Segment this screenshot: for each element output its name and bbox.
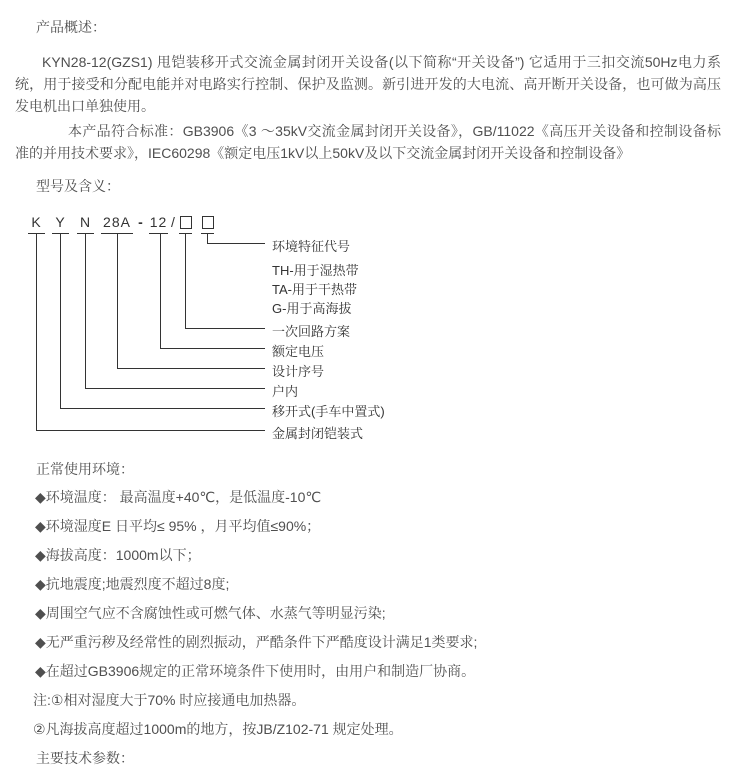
connector-line-y bbox=[60, 233, 61, 408]
model-segment-28a: 28A bbox=[101, 214, 133, 234]
env-note-2: ②凡海拔高度超过1000m的地方，按JB/Z102-71 规定处理。 bbox=[33, 721, 403, 737]
overview-heading: 产品概述： bbox=[36, 19, 106, 35]
connector-hline-indoor bbox=[85, 388, 265, 389]
model-placeholder-box-1 bbox=[179, 214, 192, 234]
env-item-seismic: ◆抗地震度;地震烈度不超过8度; bbox=[35, 576, 230, 592]
diagram-label-g: G-用于高海拔 bbox=[272, 301, 352, 316]
model-segment-dash: - bbox=[138, 214, 144, 230]
env-item-altitude: ◆海拔高度：1000m以下； bbox=[35, 547, 201, 563]
model-segment-y: Y bbox=[52, 214, 69, 234]
env-note-1: 注:①相对湿度大于70% 时应接通电加热器。 bbox=[33, 692, 306, 708]
connector-line-box2 bbox=[207, 233, 208, 243]
standards-paragraph: 本产品符合标准：GB3906《3 ～35kV交流金属封闭开关设备》，GB/11022《高压开关设备和控制设备标准的并用技术要求》，IEC60298《额定电压1kV以上50kV及以下交流金属封闭开关设备和控制设备》 bbox=[15, 123, 721, 161]
diagram-label-env-code: 环境特征代号 bbox=[272, 239, 351, 254]
diagram-label-voltage: 额定电压 bbox=[272, 344, 325, 359]
connector-line-k bbox=[36, 233, 37, 430]
diagram-label-indoor: 户内 bbox=[272, 384, 299, 399]
model-designation-diagram bbox=[0, 205, 744, 455]
env-item-vibration: ◆无严重污秽及经常性的剧烈振动，严酷条件下严酷度设计满足1类要求; bbox=[35, 634, 478, 650]
connector-hline-design-no bbox=[117, 368, 265, 369]
connector-line-28a bbox=[117, 233, 118, 368]
connector-hline-withdraw bbox=[60, 408, 265, 409]
overview-paragraph-1: KYN28-12(GZS1) 甩铠装移开式交流金属封闭开关设备(以下简称“开关设备”) 它适用于三扣交流50Hz电力系统，用于接受和分配电能并对电路实行控制、保护及监测。新引进开发的大电流、高开断开关设备，也可做为高压发电机出口单独使用。 bbox=[15, 54, 721, 114]
connector-hline-voltage bbox=[160, 348, 265, 349]
diagram-label-ta: TA-用于干热带 bbox=[272, 282, 357, 297]
diagram-label-th: TH-用于湿热带 bbox=[272, 263, 359, 278]
connector-line-n bbox=[85, 233, 86, 388]
square-icon bbox=[180, 216, 192, 229]
environment-heading: 正常使用环境： bbox=[36, 461, 134, 477]
env-item-temperature: ◆环境温度： 最高温度+40℃，是低温度-10℃ bbox=[35, 489, 322, 505]
model-segment-n: N bbox=[77, 214, 94, 234]
square-icon bbox=[202, 216, 214, 229]
env-item-air: ◆周围空气应不含腐蚀性或可燃气体、水蒸气等明显污染; bbox=[35, 605, 386, 621]
diagram-label-design-no: 设计序号 bbox=[272, 364, 325, 379]
diagram-label-withdrawable: 移开式(手车中置式) bbox=[272, 404, 385, 419]
connector-hline-metalclad bbox=[36, 430, 265, 431]
model-segment-slash: / bbox=[171, 214, 176, 230]
diagram-label-circuit: 一次回路方案 bbox=[272, 324, 351, 339]
env-item-beyond-gb: ◆在超过GB3906规定的正常环境条件下使用时，由用户和制造厂协商。 bbox=[35, 663, 476, 679]
env-item-humidity: ◆环境湿度E 日平均≤ 95% ，月平均值≤90%； bbox=[35, 518, 321, 534]
tech-params-heading: 主要技术参数： bbox=[36, 750, 134, 766]
model-placeholder-box-2 bbox=[201, 214, 214, 234]
connector-hline-circuit bbox=[185, 328, 265, 329]
connector-hline-env-code bbox=[207, 243, 265, 244]
diagram-label-metalclad: 金属封闭铠装式 bbox=[272, 426, 364, 441]
model-heading: 型号及含义： bbox=[36, 178, 120, 194]
model-segment-k: K bbox=[28, 214, 45, 234]
model-segment-12: 12 bbox=[149, 214, 168, 234]
connector-line-box1 bbox=[185, 233, 186, 328]
connector-line-12 bbox=[160, 233, 161, 348]
